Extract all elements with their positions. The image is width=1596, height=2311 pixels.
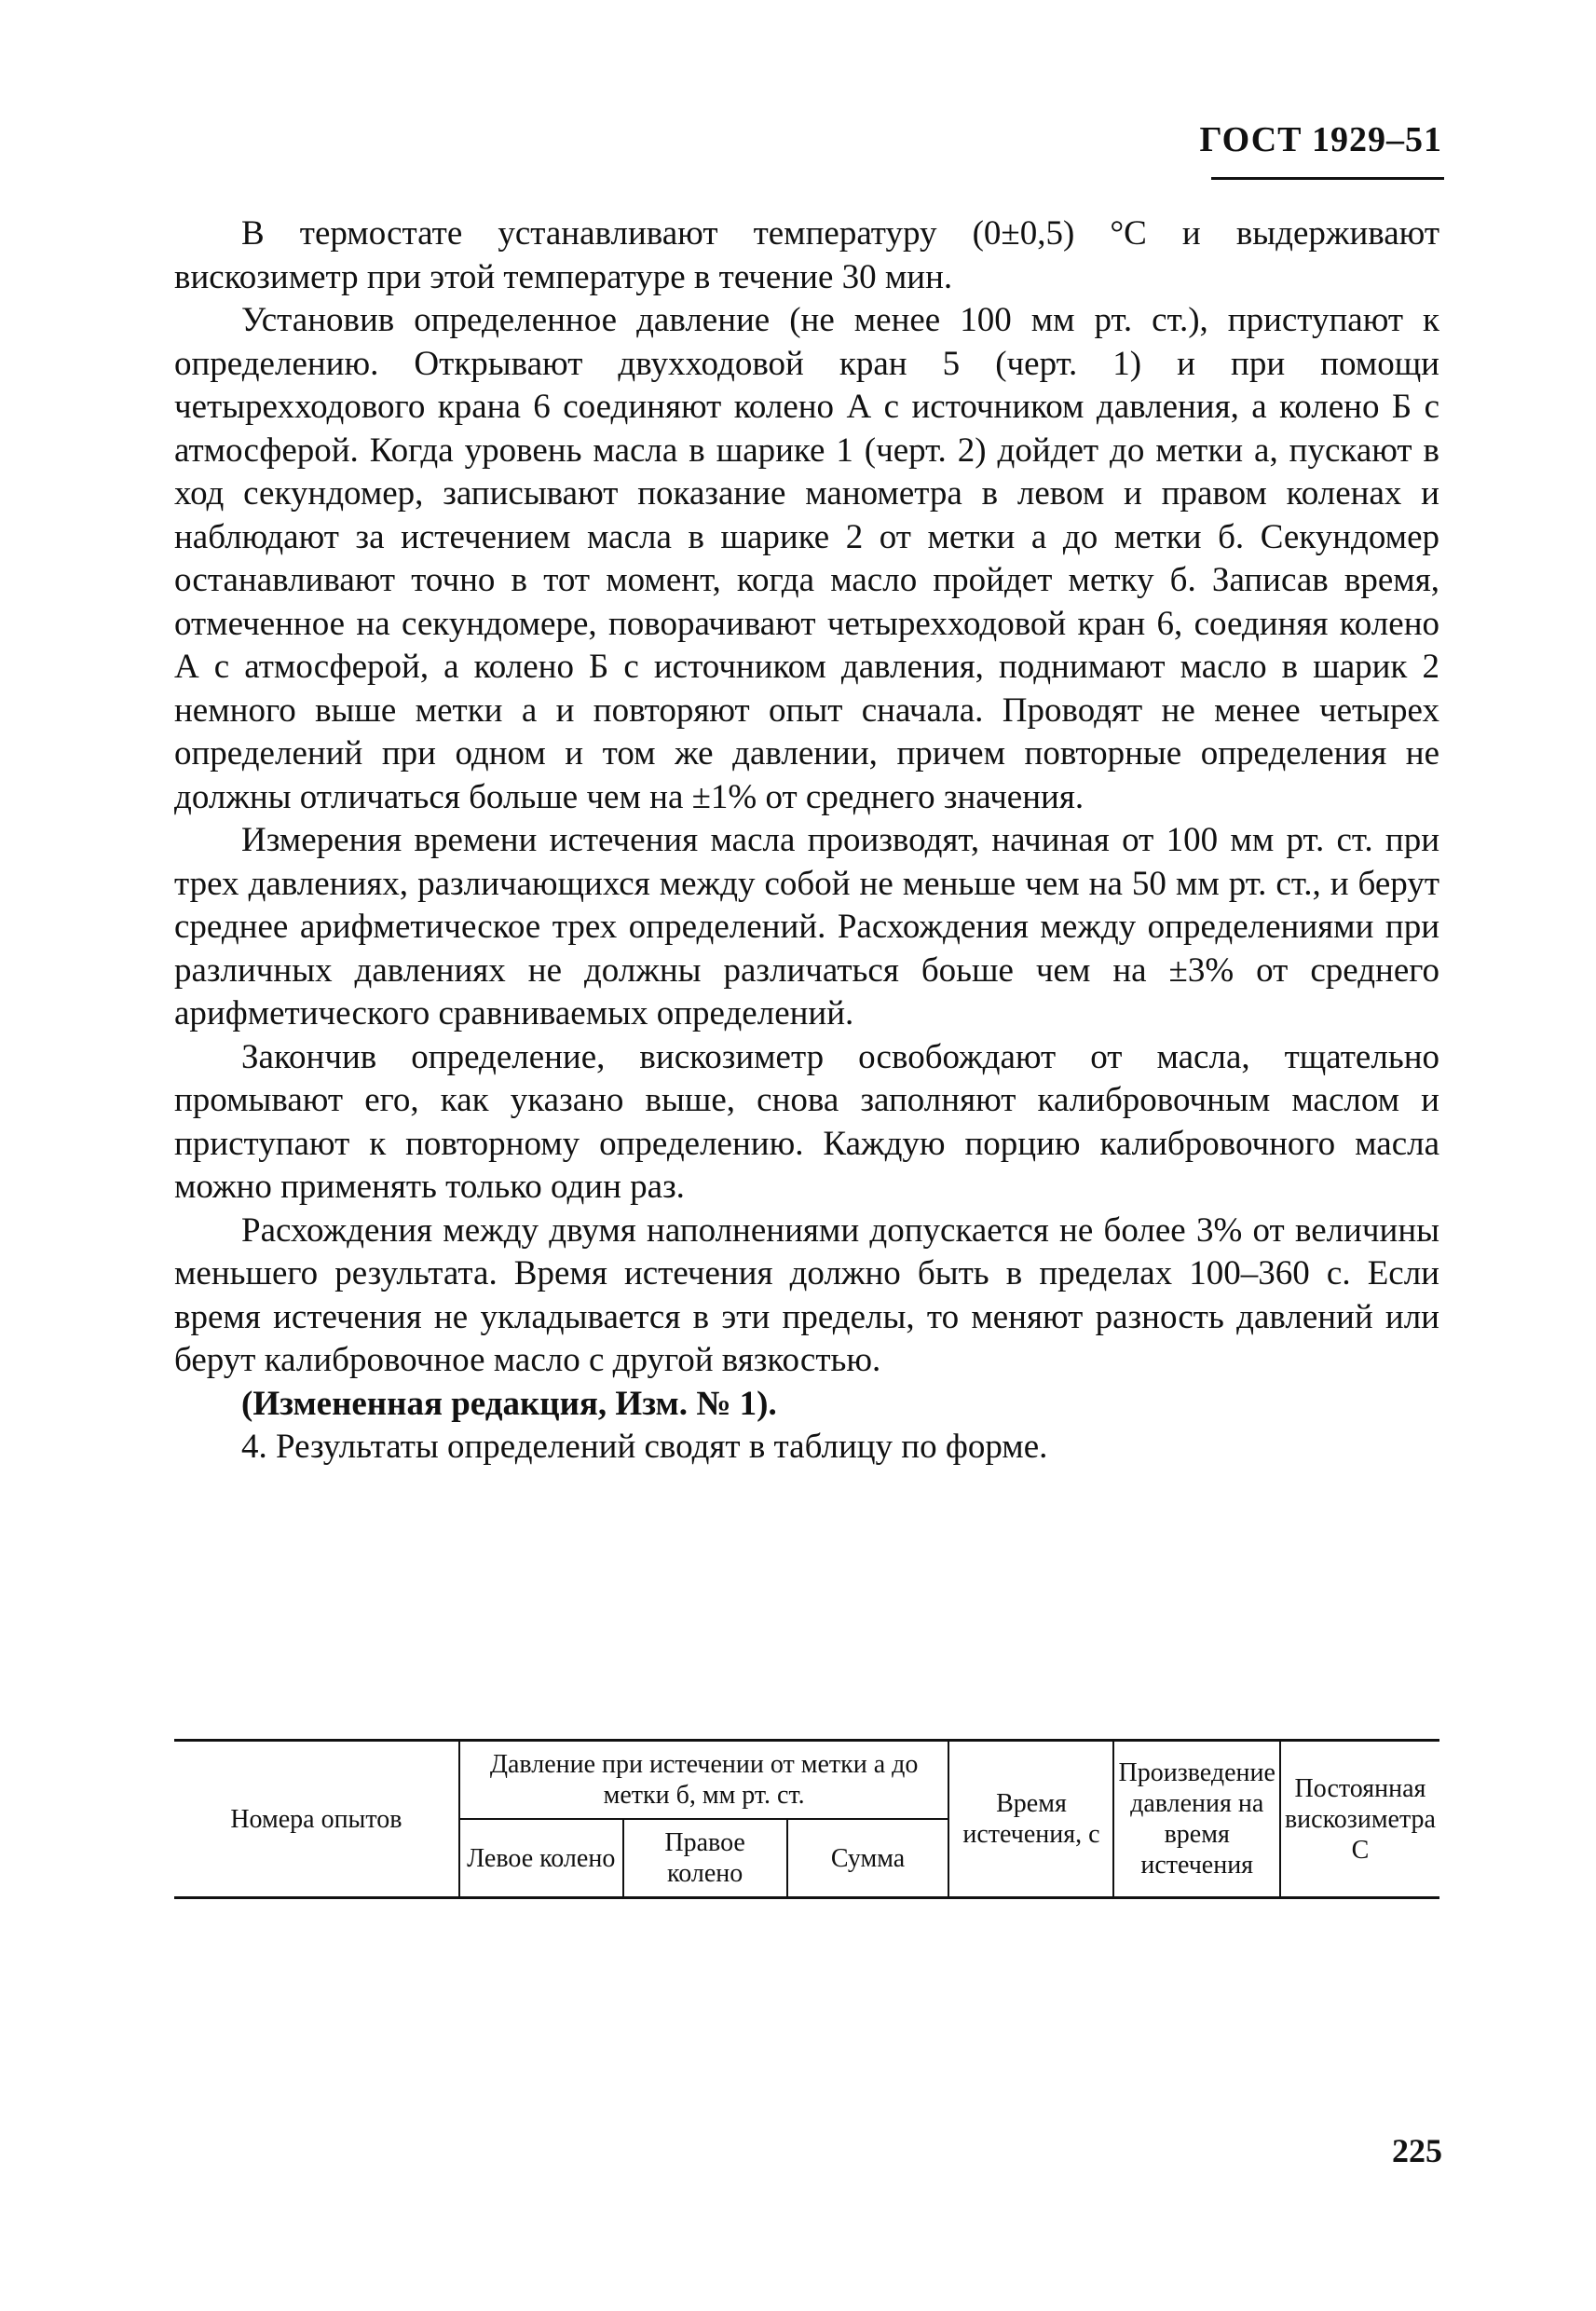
header-flow-time: Время истечения, с	[948, 1741, 1113, 1898]
header-sum: Сумма	[787, 1819, 949, 1898]
header-pressure-group: Давление при истечении от метки а до метки б, мм рт. ст.	[459, 1741, 949, 1820]
table-header-row-1	[174, 1741, 1439, 1820]
header-right-knee: Правое колено	[623, 1819, 787, 1898]
results-form-table	[174, 1739, 1439, 1899]
body-text	[174, 212, 1439, 1470]
header-left-knee: Левое колено	[459, 1819, 623, 1898]
header-pressure-time-product: Произведение давления на время истечения	[1113, 1741, 1279, 1898]
standard-header: ГОСТ 1929–51	[1199, 120, 1442, 159]
paragraph-thermostat: В термостате устанавливают температуру (0±0,5) °С и выдерживают вискозиметр при этой температуре в течение 30 мин.	[174, 214, 1439, 296]
paragraph-discrepancy: Расхождения между двумя наполнениями допускается не более 3% от величины меньшего результата. Время истечения должно быть в пределах 100–360 с. Если время истечения не укладывается в эти пределы, то меняют разность давлений или берут калибровочное масло с другой вязкостью.	[174, 1210, 1439, 1379]
header-rule	[1211, 177, 1444, 180]
header-experiment-numbers: Номера опытов	[174, 1741, 459, 1898]
page-number: 225	[1392, 2132, 1442, 2169]
amendment-note: (Измененная редакция, Изм. № 1).	[241, 1384, 777, 1423]
paragraph-measurements: Измерения времени истечения масла производят, начиная от 100 мм рт. ст. при трех давлениях, различающихся между собой не меньше чем на 50 мм рт. ст., и берут среднее арифметическое трех определений. Расхождения между определениями при различных давлениях не должны различаться боьше чем на ±3% от среднего арифметического сравниваемых определений.	[174, 821, 1439, 1032]
paragraph-completion: Закончив определение, вискозиметр освобождают от масла, тщательно промывают его, как указано выше, снова заполняют калибровочным маслом и приступают к повторному определению. Каждую порцию калибровочного масла можно применять только один раз.	[174, 1037, 1439, 1206]
paragraph-procedure: Установив определенное давление (не менее 100 мм рт. ст.), приступают к определению. Открывают двухходовой кран 5 (черт. 1) и при помощи четырехходового крана 6 соединяют колено А с источником давления, а колено Б с атмосферой. Когда уровень масла в шарике 1 (черт. 2) дойдет до метки а, пускают в ход секундомер, записывают показание манометра в левом и правом коленах и наблюдают за истечением масла в шарике 2 от метки а до метки б. Секундомер останавливают точно в тот момент, когда масло пройдет метку б. Записав время, отмеченное на секундомере, поворачивают четырехходовой кран 6, соединяя колено А с атмосферой, а колено Б с источником давления, поднимают масло в шарик 2 немного выше метки а и повторяют опыт сначала. Проводят не менее четырех определений при одном и том же давлении, причем повторные определения не должны отличаться больше чем на ±1% от среднего значения.	[174, 301, 1439, 816]
header-viscometer-constant: Постоянная вискозиметра С	[1280, 1741, 1439, 1898]
item-4: 4. Результаты определений сводят в таблицу по форме.	[241, 1428, 1048, 1466]
